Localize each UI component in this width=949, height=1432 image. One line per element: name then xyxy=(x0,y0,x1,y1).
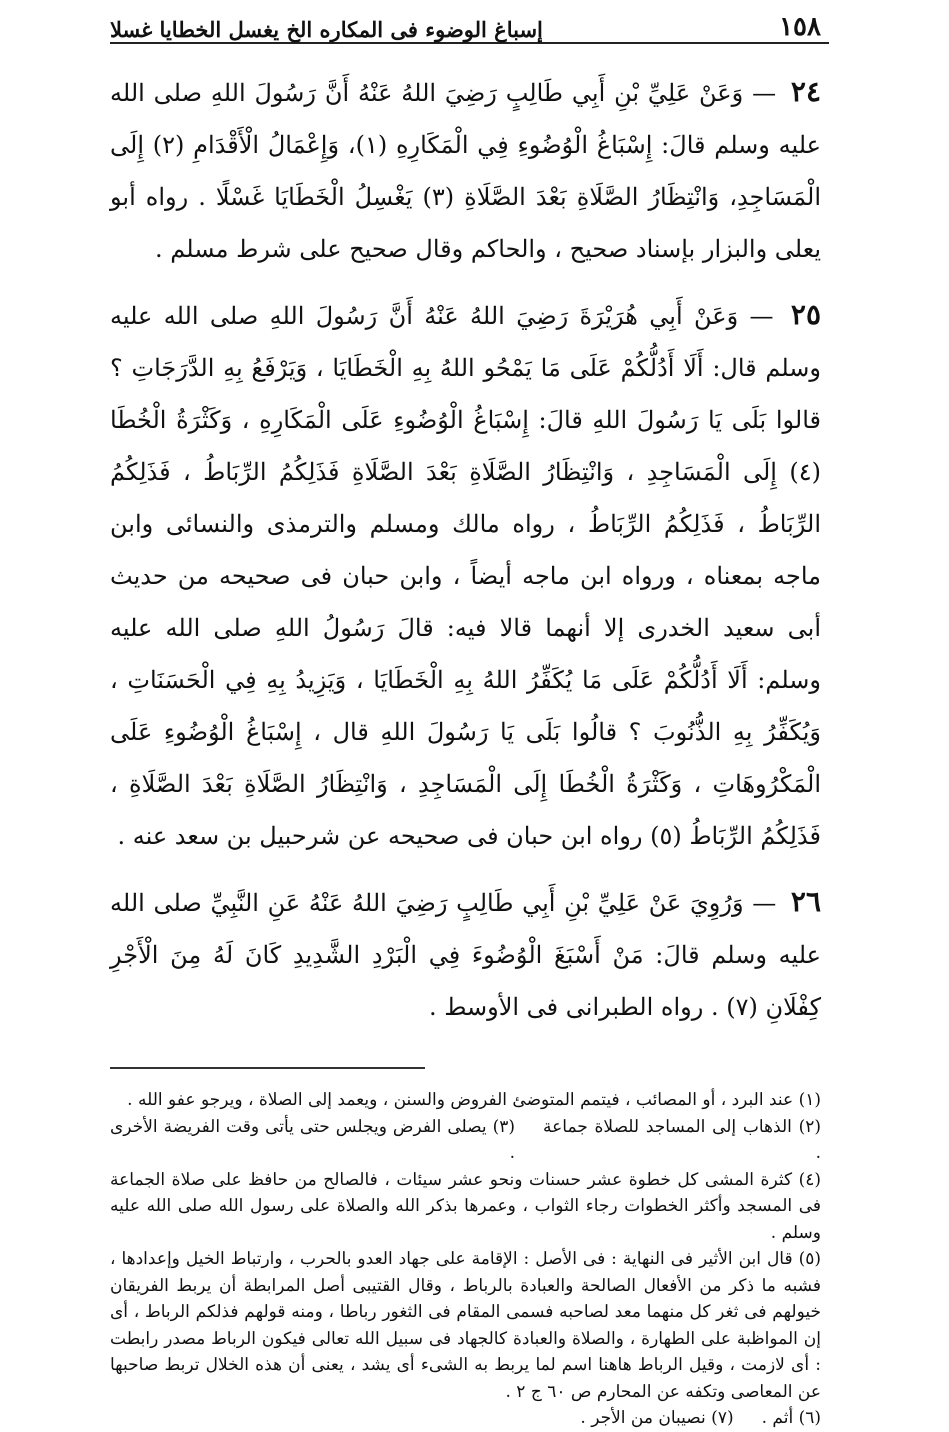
footnote-5: (٥) قال ابن الأثير فى النهاية : فى الأصل : الإقامة على جهاد العدو بالحرب ، وارتباط الخيل وإعدادها ، فشبه ما ذكر من الأفعال الصالحة والعبادة بالرباط ، وقال القتيبى أصل المرابطة أن يربط الفريقان خيولهم فى ثغر كل منهما معد لصاحبه فسمى المقام فى الثغور رباطا ، ومنه قولهم فذلكم الرباط ، أى إن المواظبة على الطهارة ، والصلاة والعبادة كالجهاد فى سبيل الله تعالى فيكون الرباط مصدر رابطت : أى لازمت ، وقيل الرباط هاهنا اسم لما يربط به الشىء أى يشد ، يعنى أن هذه الخلال تربط صاحبها عن المعاصى وتكفه عن المحارم ص ٦٠ ج ٢ . xyxy=(110,1249,821,1402)
footnote-6: (٦) أثم . xyxy=(761,1408,821,1428)
running-title: إسباغ الوضوء فى المكاره الخ يغسل الخطايا غسلا xyxy=(110,17,543,42)
hadith-26 xyxy=(110,876,821,1033)
hadith-text: وَعَنْ عَلِيِّ بْنِ أَبِي طَالِبٍ رَضِيَ اللهُ عَنْهُ أَنَّ رَسُولَ اللهِ صلى الله عليه وسلم قالَ: إِسْبَاغُ الْوُضُوءِ فِي الْمَكَارِهِ (١)، وَإِعْمَالُ الْأَقْدَامِ (٢) إِلَى الْمَسَاجِدِ، وَانْتِظَارُ الصَّلَاةِ بَعْدَ الصَّلَاةِ (٣) يَغْسِلُ الْخَطَايَا غَسْلًا . رواه أبو يعلى والبزار بإسناد صحيح ، والحاكم وقال صحيح على شرط مسلم . xyxy=(110,79,822,263)
footnote-4: (٤) كثرة المشى كل خطوة عشر حسنات ونحو عشر سيئات ، فالصالح من حافظ على صلاة الجماعة فى المسجد وأكثر الخطوات رجاء الثواب ، وعمرها بذكر الله والصلاة على رسول الله صلى الله عليه وسلم . xyxy=(110,1169,821,1243)
page-header xyxy=(110,0,829,44)
hadith-text: وَعَنْ أَبِي هُرَيْرَةَ رَضِيَ اللهُ عَنْهُ أَنَّ رَسُولَ اللهِ صلى الله عليه وسلم قال: أَلَا أَدُلُّكُمْ عَلَى مَا يَمْحُو اللهُ بِهِ الْخَطَايَا ، وَيَرْفَعُ بِهِ الدَّرَجَاتِ ؟ قالوا بَلَى يَا رَسُولَ اللهِ قالَ: إِسْبَاغُ الْوُضُوءِ عَلَى الْمَكَارِهِ ، وَكَثْرَةُ الْخُطَا (٤) إِلَى الْمَسَاجِدِ ، وَانْتِظَارُ الصَّلَاةِ بَعْدَ الصَّلَاةِ فَذَلِكُمُ الرِّبَاطُ ، فَذَلِكُمُ الرِّبَاطُ ، فَذَلِكُمُ الرِّبَاطُ ، رواه مالك ومسلم والترمذى والنسائى وابن ماجه بمعناه ، ورواه ابن ماجه أيضاً ، وابن حبان فى صحيحه من حديث أبى سعيد الخدرى إلا أنهما قالا فيه: قالَ رَسُولُ اللهِ صلى الله عليه وسلم: أَلَا أَدُلُّكُمْ عَلَى مَا يُكَفِّرُ اللهُ بِهِ الْخَطَايَا ، وَيَزِيدُ بِهِ فِي الْحَسَنَاتِ ، وَيُكَفِّرُ بِهِ الذُّنُوبَ ؟ قالُوا بَلَى يَا رَسُولَ اللهِ قال ، إِسْبَاغُ الْوُضُوءِ عَلَى الْمَكْرُوهَاتِ ، وَكَثْرَةُ الْخُطَا إِلَى الْمَسَاجِدِ ، وَانْتِظَارُ الصَّلَاةِ بَعْدَ الصَّلَاةِ ، فَذَلِكُمُ الرِّبَاطُ (٥) رواه ابن حبان فى صحيحه عن شرحبيل بن سعد عنه . xyxy=(110,302,822,850)
hadith-number: ٢٥ xyxy=(790,298,821,331)
footnote-2: (٢) الذهاب إلى المساجد للصلاة جماعة . xyxy=(543,1116,821,1163)
page-number: ١٥٨ xyxy=(779,12,821,42)
footnotes xyxy=(110,1087,821,1432)
footnote-row-2-3 xyxy=(110,1114,821,1167)
hadith-number: ٢٤ xyxy=(790,75,821,108)
hadith-dash: — xyxy=(752,79,777,107)
footnote-row-6-7 xyxy=(110,1405,821,1432)
hadith-dash: — xyxy=(752,889,777,917)
footnote-separator-wrap xyxy=(110,1047,821,1087)
main-text xyxy=(110,66,821,1033)
hadith-text: وَرُوِيَ عَنْ عَلِيِّ بْنِ أَبِي طَالِبٍ رَضِيَ اللهُ عَنْهُ عَنِ النَّبِيِّ صلى الله عليه وسلم قالَ: مَنْ أَسْبَغَ الْوُضُوءَ فِي الْبَرْدِ الشَّدِيدِ كَانَ لَهُ مِنَ الْأَجْرِ كِفْلَانِ (٧) . رواه الطبرانى فى الأوسط . xyxy=(110,889,821,1021)
footnote-separator xyxy=(110,1067,425,1069)
hadith-25 xyxy=(110,289,821,862)
hadith-number: ٢٦ xyxy=(790,885,821,918)
hadith-24 xyxy=(110,66,821,275)
footnote-3: (٣) يصلى الفرض ويجلس حتى يأتى وقت الفريضة الأخرى . xyxy=(110,1116,516,1163)
hadith-dash: — xyxy=(749,302,774,330)
footnote-1: (١) عند البرد ، أو المصائب ، فيتمم المتوضئ الفروض والسنن ، ويعمد إلى الصلاة ، ويرجو عفو الله . xyxy=(127,1090,821,1110)
footnote-7: (٧) نصيبان من الأجر . xyxy=(580,1408,734,1428)
